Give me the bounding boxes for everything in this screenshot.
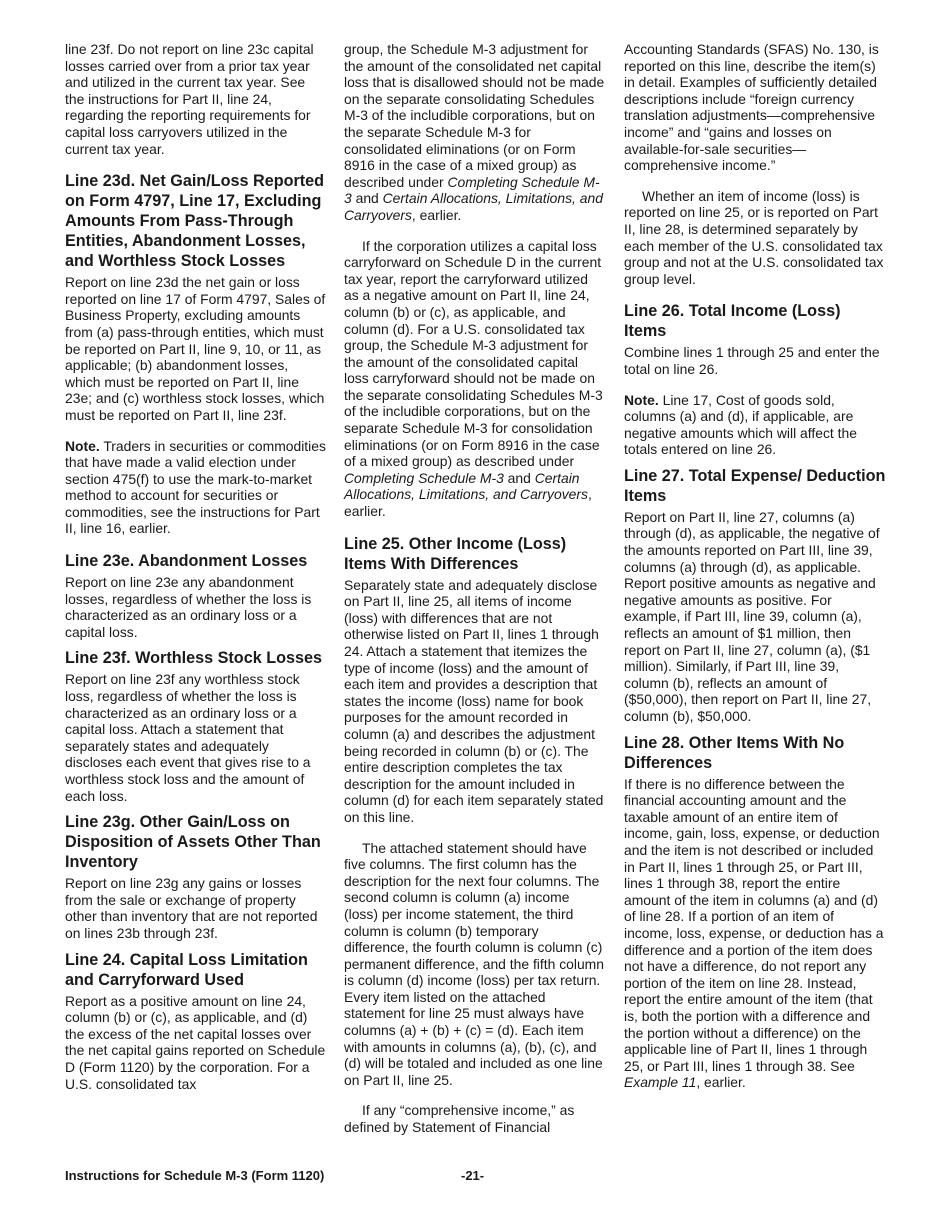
note-text: Traders in securities or commodities that have made a valid election under section 475(f) to use the mark-to-market method to account for securities or commodities, see the instructions for Part II, line 16, earlier. [65, 437, 326, 537]
text: , earlier. [344, 486, 592, 520]
paragraph-line-26: Combine lines 1 through 25 and enter the total on line 26. [624, 344, 880, 377]
note-cost-of-goods [624, 392, 886, 458]
paragraph-line23f-continued: line 23f. Do not report on line 23c capital losses carried over from a prior tax year and utilized in the current tax year. See the instructions for Part II, line 24, regarding the reporting requirements for capital loss carryovers utilized in the current tax year. [65, 41, 314, 157]
note-text: Line 17, Cost of goods sold, columns (a) and (d), if applicable, are negative amounts which will affect the totals entered on line 26. [624, 391, 857, 458]
column-1 [65, 41, 327, 1106]
column-3 [624, 41, 886, 1105]
note-traders [65, 438, 327, 538]
column-2 [344, 41, 606, 1150]
paragraph-sfas: Accounting Standards (SFAS) No. 130, is reported on this line, describe the item(s) in detail. Examples of sufficiently detailed descriptions include “foreign currency translation adjustments—comprehensive income” and “gains and losses on available-for-sale securities—comprehensive income.” [624, 41, 879, 174]
heading-line-23f: Line 23f. Worthless Stock Losses [65, 649, 322, 668]
heading-line-24: Line 24. Capital Loss Limitation and Carryforward Used [65, 950, 308, 989]
text: and [503, 469, 535, 486]
heading-line-23g: Line 23g. Other Gain/Loss on Disposition of Assets Other Than Inventory [65, 813, 321, 872]
text: , earlier. [411, 206, 462, 223]
paragraph-consolidated-capital-loss [344, 41, 606, 224]
ref-completing-schedule: Completing Schedule M-3 [344, 173, 600, 207]
paragraph-consolidated-determination: Whether an item of income (loss) is reported on line 25, or is reported on Part II, line 28, is determined separately by each member of the U.S. consolidated tax group and not at the U.S. consolidated tax group level. [624, 187, 884, 287]
note-label: Note. [65, 437, 100, 454]
paragraph-line-27: Report on Part II, line 27, columns (a) through (d), as applicable, the negative of the amounts reported on Part III, line 39, columns (a) through (d), as applicable. Report positive amounts as negative and negative amounts as positive. For example, if Part III, line 39, column (a), reflects an amount of $1 million, then report on Part II, line 27, column (a), ($1 million). Similarly, if Part III, line 39, column (b), reflects an amount of ($50,000), then report on Part II, line 27, column (b), $50,000. [624, 508, 880, 724]
page-number: -21- [461, 1168, 485, 1183]
heading-line-23e: Line 23e. Abandonment Losses [65, 552, 308, 571]
text: and [351, 190, 383, 207]
ref-certain-allocations: Certain Allocations, Limitations, and Carryovers [344, 190, 603, 223]
text: If there is no difference between the financial accounting amount and the taxable amount of an entire item of income, gain, loss, expense, or deduction and the item is not described or included in Part II, lines 1 through 25, or Part III, lines 1 through 38, report the entire amount of the item in columns (a) and (d) of line 28. If a portion of an item of income, loss, expense, or deduction has a difference and a portion of the item does not have a difference, do not report any portion of the item on line 28. Instead, report the entire amount of the item (that is, both the portion with a difference and the portion without a difference) on the applicable line of Part II, lines 1 through 25, or Part III, lines 1 through 38. See [624, 775, 884, 1074]
paragraph-line-23d: Report on line 23d the net gain or loss reported on line 17 of Form 4797, Sales of Business Property, excluding amounts from (a) pass-through entities, which must be reported on Part II, line 9, 10, or 11, as applicable; (b) abandonment losses, which must be reported on Part II, line 23e; and (c) worthless stock losses, which must be reported on Part II, line 23f. [65, 274, 326, 423]
heading-line-28: Line 28. Other Items With No Differences [624, 733, 845, 772]
footer-title: Instructions for Schedule M-3 (Form 1120) [65, 1168, 325, 1183]
ref-example-11: Example 11 [624, 1074, 697, 1091]
heading-line-25: Line 25. Other Income (Loss) Items With Differences [344, 534, 567, 573]
ref-completing-schedule: Completing Schedule M-3 [344, 469, 504, 486]
note-label: Note. [624, 391, 659, 408]
heading-line-27: Line 27. Total Expense/ Deduction Items [624, 466, 886, 505]
paragraph-line-24: Report as a positive amount on line 24, column (b) or (c), as applicable, and (d) the excess of the net capital losses over the net capital gains reported on Schedule D (Form 1120) by the corporation. For a U.S. consolidated tax [65, 992, 326, 1092]
text: group, the Schedule M-3 adjustment for the amount of the consolidated net capital loss that is disallowed should not be made on the separate consolidating Schedules M-3 of the includible corporations, but on the separate Schedule M-3 for consolidated eliminations (or on Form 8916 in the case of a mixed group) as described under [344, 41, 605, 190]
text: If the corporation utilizes a capital loss carryforward on Schedule D in the current tax year, report the carryforward utilized as a negative amount on Part II, line 24, column (b) or (c), as applicable, and column (d). For a U.S. consolidated tax group, the Schedule M-3 adjustment for the amount of the consolidated capital loss carryforward should not be made on the separate consolidating Schedules M-3 of the includible corporations, but on the separate Schedule M-3 for consolidation eliminations (or on Form 8916 in the case of a mixed group) as described under [344, 237, 603, 470]
paragraph-line-23f: Report on line 23f any worthless stock loss, regardless of whether the loss is characterized as an ordinary loss or a capital loss. Attach a statement that separately states and adequately discloses each event that gives rise to a worthless stock loss and the amount of each loss. [65, 671, 311, 804]
paragraph-line-23e: Report on line 23e any abandonment losses, regardless of whether the loss is characterized as an ordinary loss or a capital loss. [65, 574, 312, 640]
heading-line-26: Line 26. Total Income (Loss) Items [624, 302, 841, 341]
paragraph-line-23g: Report on line 23g any gains or losses from the sale or exchange of property other than inventory that are not reported on lines 23b through 23f. [65, 875, 318, 941]
heading-line-23d: Line 23d. Net Gain/Loss Reported on Form 4797, Line 17, Excluding Amounts From Pass-Through Entities, Abandonment Losses, and Worthless Stock Losses [65, 172, 325, 271]
paragraph-statement-columns: The attached statement should have five columns. The first column has the description for the next four columns. The second column is column (a) income (loss) per income statement, the third column is column (b) temporary difference, the fourth column is column (c) permanent difference, and the fifth column is column (d) income (loss) per tax return. Every item listed on the attached statement for line 25 must always have columns (a) + (b) + (c) = (d). Each item with amounts in columns (a), (b), (c), and (d) will be totaled and included as one line on Part II, line 25. [344, 839, 604, 1088]
text: , earlier. [696, 1074, 746, 1091]
paragraph-line-25: Separately state and adequately disclose on Part II, line 25, all items of income (loss) with differences that are not otherwise listed on Part II, lines 1 through 24. Attach a statement that itemizes the type of income (loss) and the amount of each item and provides a description that states the income (loss) name for book purposes for the amount recorded in column (a) and describes the adjustment being recorded in column (b) or (c). The entire description completes the tax description for the amount included in column (d) for each item separately stated on this line. [344, 576, 604, 825]
paragraph-capital-loss-carryforward [344, 238, 606, 520]
ref-certain-allocations: Certain Allocations, Limitations, and Carryovers [344, 469, 588, 503]
paragraph-comprehensive-income: If any “comprehensive income,” as defined by Statement of Financial [344, 1102, 575, 1136]
paragraph-line-28 [624, 776, 886, 1091]
